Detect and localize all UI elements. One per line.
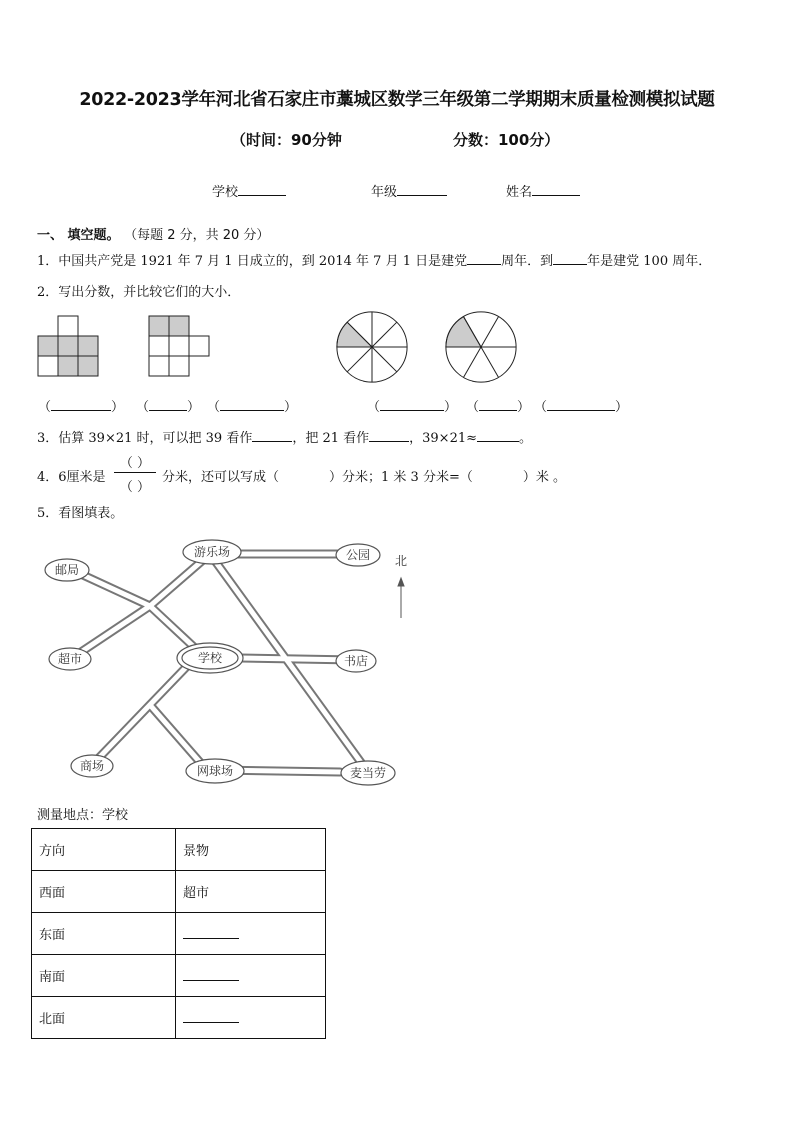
table-header-thing: 景物 (176, 829, 326, 871)
q3-text-c: ，39×21≈ (409, 431, 478, 446)
grade-field[interactable] (371, 181, 447, 200)
map-label-mall: 商场 (79, 759, 105, 773)
q4-text-c: ）分米；1 米 3 分米=（ (329, 470, 473, 485)
q1-blank-1[interactable] (467, 251, 501, 265)
fraction-figures (0, 300, 794, 395)
q2-answer-3[interactable]: （ ） (207, 396, 297, 415)
table-cell-direction: 南面 (32, 955, 176, 997)
table-cell-direction: 西面 (32, 871, 176, 913)
q3-blank-3[interactable] (477, 428, 519, 442)
fraction-denominator[interactable]: （ ） (119, 480, 151, 495)
q2-answer-6[interactable]: （ ） (534, 396, 628, 415)
map-label-amusement: 游乐场 (193, 545, 231, 559)
answer-blank[interactable] (183, 966, 239, 981)
table-cell-answer[interactable] (176, 913, 326, 955)
map-label-supermarket: 超市 (57, 652, 83, 666)
table-row (32, 913, 326, 955)
question-5: 5．看图填表。 (37, 506, 124, 521)
map-label-mcd: 麦当劳 (349, 766, 387, 780)
fraction-numerator[interactable]: （ ） (119, 456, 151, 471)
answer-blank[interactable] (183, 1008, 239, 1023)
town-map (0, 530, 430, 795)
north-arrow-icon (398, 578, 404, 618)
circle-figure-a (337, 312, 407, 382)
table-row (32, 997, 326, 1039)
q3-text-a: 3．估算 39×21 时，可以把 39 看作 (37, 431, 253, 446)
exam-time: （时间：90分钟 (231, 131, 342, 149)
q4-text-d: ）米 。 (522, 470, 566, 485)
table-cell-answer[interactable] (176, 997, 326, 1039)
grid-figure-a (38, 316, 98, 376)
q2-answer-2[interactable]: （ ） (136, 396, 200, 415)
table-cell-thing: 超市 (176, 871, 326, 913)
q4-text-b: 分米，还可以写成（ (162, 470, 280, 485)
map-label-park: 公园 (345, 548, 371, 562)
section-points: （每题 2 分，共 20 分） (124, 228, 270, 243)
question-4-start: 4．6厘米是 (37, 470, 106, 485)
section-heading (37, 224, 269, 243)
grid-figure-b (149, 316, 209, 376)
fraction-bar (114, 472, 156, 473)
map-label-bookstore: 书店 (343, 654, 369, 668)
name-blank[interactable] (532, 182, 580, 196)
q4-fraction-blank[interactable] (112, 452, 158, 494)
table-cell-direction: 东面 (32, 913, 176, 955)
table-cell-direction: 北面 (32, 997, 176, 1039)
q2-answer-5[interactable]: （ ） (466, 396, 530, 415)
grade-blank[interactable] (397, 182, 447, 196)
map-label-post: 邮局 (54, 563, 80, 577)
q1-text-b: 周年．到 (501, 254, 554, 269)
question-2: 2．写出分数，并比较它们的大小． (37, 285, 241, 300)
page-title: 2022-2023学年河北省石家庄市藁城区数学三年级第二学期期末质量检测模拟试题 (79, 90, 715, 110)
question-4-rest (162, 466, 566, 485)
q2-answer-1[interactable]: （ ） (38, 396, 124, 415)
q3-text-b: ，把 21 看作 (292, 431, 370, 446)
name-field[interactable] (506, 181, 580, 200)
q3-blank-1[interactable] (252, 428, 292, 442)
grade-label: 年级 (371, 185, 398, 200)
school-blank[interactable] (238, 182, 286, 196)
circle-figure-b (446, 312, 516, 382)
question-1 (37, 250, 711, 269)
north-label: 北 (394, 554, 408, 568)
table-header-direction: 方向 (32, 829, 176, 871)
q2-answer-4[interactable]: （ ） (367, 396, 457, 415)
name-label: 姓名 (506, 185, 533, 200)
exam-score: 分数：100分） (453, 131, 560, 149)
q3-blank-2[interactable] (369, 428, 409, 442)
table-row (32, 871, 326, 913)
table-caption: 测量地点：学校 (37, 808, 129, 823)
table-cell-answer[interactable] (176, 955, 326, 997)
answer-blank[interactable] (183, 924, 239, 939)
q3-text-d: 。 (519, 431, 533, 446)
question-3 (37, 427, 532, 446)
q1-text-c: 年是建党 100 周年． (587, 254, 712, 269)
map-label-tennis: 网球场 (196, 764, 234, 778)
map-label-school: 学校 (197, 651, 223, 665)
school-field[interactable] (212, 181, 286, 200)
q1-text-a: 1．中国共产党是 1921 年 7 月 1 日成立的，到 2014 年 7 月 1 日是建党 (37, 254, 468, 269)
direction-table (31, 828, 326, 1039)
school-label: 学校 (212, 185, 239, 200)
q1-blank-2[interactable] (553, 251, 587, 265)
table-header-row (32, 829, 326, 871)
table-row (32, 955, 326, 997)
section-title: 一、 填空题。 (37, 228, 120, 243)
